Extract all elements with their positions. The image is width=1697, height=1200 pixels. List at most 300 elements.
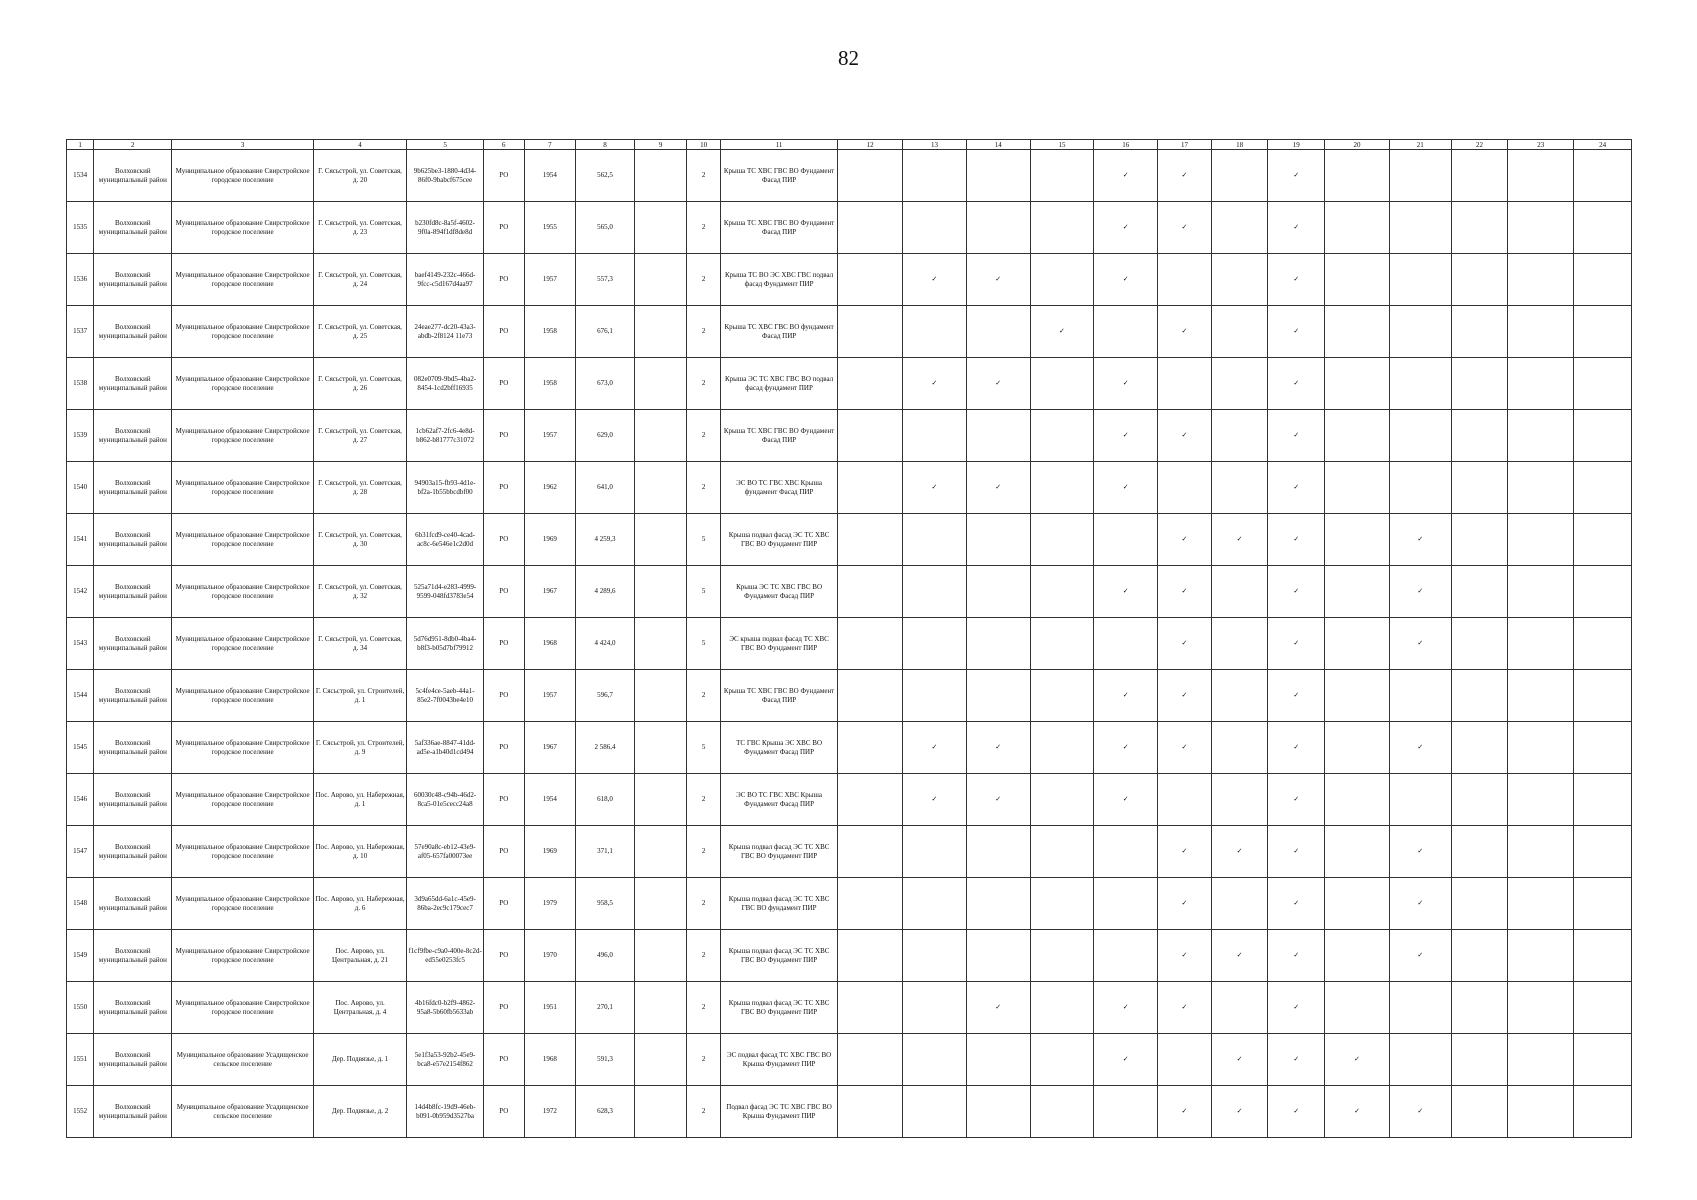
ownership-form-cell: РО (484, 982, 524, 1034)
address-cell: Пос. Аврово, ул. Набережная, д. 10 (313, 826, 406, 878)
address-cell: Г. Сясьстрой, ул. Советская, д. 26 (313, 358, 406, 410)
works-list-cell: ЭС подвал фасад ТС ХВС ГВС ВО Крыша Фундамент ПИР (720, 1034, 837, 1086)
check-mark-icon: ✓ (1158, 722, 1212, 774)
floors-cell: 2 (687, 878, 720, 930)
works-list-cell: Крыша ЭС ТС ХВС ГВС ВО Фундамент Фасад ПИР (720, 566, 837, 618)
empty-work-cell (1030, 982, 1094, 1034)
check-mark-icon: ✓ (1211, 1034, 1268, 1086)
table-row (67, 774, 1632, 826)
empty-work-cell (1574, 202, 1632, 254)
area-cell: 673,0 (576, 358, 635, 410)
area-cell: 591,3 (576, 1034, 635, 1086)
year-built-cell: 1955 (524, 202, 576, 254)
empty-work-cell (1211, 982, 1268, 1034)
column-number-cell: 14 (966, 140, 1030, 150)
floors-cell: 5 (687, 618, 720, 670)
area-cell: 270,1 (576, 982, 635, 1034)
column-9-cell (634, 1034, 687, 1086)
empty-work-cell (1030, 1086, 1094, 1138)
works-list-cell: ЭС крыша подвал фасад ТС ХВС ГВС ВО Фундамент ПИР (720, 618, 837, 670)
district-cell: Волховский муниципальный район (94, 1034, 172, 1086)
address-cell: Пос. Аврово, ул. Набережная, д. 1 (313, 774, 406, 826)
empty-work-cell (1574, 1086, 1632, 1138)
row-number-cell: 1552 (67, 1086, 94, 1138)
empty-work-cell (1451, 358, 1508, 410)
empty-work-cell (903, 1086, 967, 1138)
empty-work-cell (903, 618, 967, 670)
column-number-cell: 22 (1451, 140, 1508, 150)
address-cell: Г. Сясьстрой, ул. Советская, д. 30 (313, 514, 406, 566)
empty-work-cell (1030, 150, 1094, 202)
empty-work-cell (1325, 670, 1390, 722)
empty-work-cell (1508, 982, 1574, 1034)
check-mark-icon: ✓ (1094, 722, 1158, 774)
column-number-cell: 18 (1211, 140, 1268, 150)
floors-cell: 2 (687, 670, 720, 722)
empty-work-cell (1158, 358, 1212, 410)
district-cell: Волховский муниципальный район (94, 254, 172, 306)
column-number-cell: 21 (1389, 140, 1451, 150)
empty-work-cell (1211, 358, 1268, 410)
empty-work-cell (1508, 150, 1574, 202)
ownership-form-cell: РО (484, 670, 524, 722)
year-built-cell: 1957 (524, 254, 576, 306)
empty-work-cell (1030, 254, 1094, 306)
empty-work-cell (903, 878, 967, 930)
check-mark-icon: ✓ (903, 722, 967, 774)
column-9-cell (634, 826, 687, 878)
municipality-cell: Муниципальное образование Свирстройское городское поселение (172, 462, 314, 514)
empty-work-cell (1211, 774, 1268, 826)
guid-cell: 4b16fdc0-b2f9-4862-95a8-5b60fb5633ab (407, 982, 484, 1034)
district-cell: Волховский муниципальный район (94, 826, 172, 878)
check-mark-icon: ✓ (1268, 774, 1325, 826)
row-number-cell: 1550 (67, 982, 94, 1034)
empty-work-cell (838, 670, 903, 722)
empty-work-cell (838, 618, 903, 670)
municipality-cell: Муниципальное образование Свирстройское городское поселение (172, 358, 314, 410)
empty-work-cell (1508, 514, 1574, 566)
area-cell: 628,3 (576, 1086, 635, 1138)
check-mark-icon: ✓ (1094, 982, 1158, 1034)
row-number-cell: 1535 (67, 202, 94, 254)
empty-work-cell (1158, 774, 1212, 826)
empty-work-cell (966, 826, 1030, 878)
municipality-cell: Муниципальное образование Свирстройское городское поселение (172, 306, 314, 358)
empty-work-cell (1574, 254, 1632, 306)
check-mark-icon: ✓ (1268, 462, 1325, 514)
empty-work-cell (838, 462, 903, 514)
empty-work-cell (1451, 410, 1508, 462)
check-mark-icon: ✓ (1158, 1086, 1212, 1138)
ownership-form-cell: РО (484, 202, 524, 254)
empty-work-cell (1451, 982, 1508, 1034)
ownership-form-cell: РО (484, 514, 524, 566)
empty-work-cell (1451, 1034, 1508, 1086)
empty-work-cell (1325, 982, 1390, 1034)
empty-work-cell (1574, 878, 1632, 930)
district-cell: Волховский муниципальный район (94, 982, 172, 1034)
address-cell: Пос. Аврово, ул. Центральная, д. 21 (313, 930, 406, 982)
empty-work-cell (1030, 774, 1094, 826)
empty-work-cell (966, 410, 1030, 462)
empty-work-cell (1325, 566, 1390, 618)
municipality-cell: Муниципальное образование Свирстройское городское поселение (172, 774, 314, 826)
guid-cell: 5c4fe4ce-5aeb-44a1-85e2-7f0043be4e10 (407, 670, 484, 722)
empty-work-cell (1389, 774, 1451, 826)
ownership-form-cell: РО (484, 566, 524, 618)
column-9-cell (634, 878, 687, 930)
empty-work-cell (1030, 878, 1094, 930)
check-mark-icon: ✓ (1268, 826, 1325, 878)
empty-work-cell (838, 254, 903, 306)
check-mark-icon: ✓ (1389, 514, 1451, 566)
check-mark-icon: ✓ (1389, 1086, 1451, 1138)
district-cell: Волховский муниципальный район (94, 878, 172, 930)
check-mark-icon: ✓ (966, 462, 1030, 514)
year-built-cell: 1958 (524, 306, 576, 358)
area-cell: 2 586,4 (576, 722, 635, 774)
check-mark-icon: ✓ (1094, 670, 1158, 722)
empty-work-cell (1508, 410, 1574, 462)
area-cell: 4 424,0 (576, 618, 635, 670)
column-number-cell: 4 (313, 140, 406, 150)
guid-cell: 57e90a8c-eb12-43e9-af05-657fa00073ee (407, 826, 484, 878)
floors-cell: 2 (687, 254, 720, 306)
empty-work-cell (1030, 826, 1094, 878)
column-number-cell: 24 (1574, 140, 1632, 150)
works-list-cell: Крыша подвал фасад ЭС ТС ХВС ГВС ВО Фундамент ПИР (720, 982, 837, 1034)
check-mark-icon: ✓ (1158, 514, 1212, 566)
empty-work-cell (1451, 462, 1508, 514)
table-row (67, 410, 1632, 462)
empty-work-cell (838, 722, 903, 774)
year-built-cell: 1979 (524, 878, 576, 930)
year-built-cell: 1957 (524, 410, 576, 462)
empty-work-cell (966, 306, 1030, 358)
empty-work-cell (1030, 566, 1094, 618)
empty-work-cell (1325, 514, 1390, 566)
table-row (67, 462, 1632, 514)
empty-work-cell (1211, 150, 1268, 202)
empty-work-cell (1508, 878, 1574, 930)
works-list-cell: ТС ГВС Крыша ЭС ХВС ВО Фундамент Фасад ПИР (720, 722, 837, 774)
column-9-cell (634, 306, 687, 358)
empty-work-cell (1211, 410, 1268, 462)
empty-work-cell (1508, 1086, 1574, 1138)
row-number-cell: 1545 (67, 722, 94, 774)
empty-work-cell (838, 1086, 903, 1138)
ownership-form-cell: РО (484, 410, 524, 462)
area-cell: 958,5 (576, 878, 635, 930)
address-cell: Г. Сясьстрой, ул. Советская, д. 25 (313, 306, 406, 358)
column-9-cell (634, 774, 687, 826)
empty-work-cell (838, 1034, 903, 1086)
ownership-form-cell: РО (484, 254, 524, 306)
district-cell: Волховский муниципальный район (94, 150, 172, 202)
empty-work-cell (1030, 670, 1094, 722)
ownership-form-cell: РО (484, 878, 524, 930)
empty-work-cell (1508, 202, 1574, 254)
area-cell: 496,0 (576, 930, 635, 982)
page-number: 82 (838, 46, 859, 70)
empty-work-cell (1211, 566, 1268, 618)
works-list-cell: Подвал фасад ЭС ТС ХВС ГВС ВО Крыша Фундамент ПИР (720, 1086, 837, 1138)
check-mark-icon: ✓ (1268, 1086, 1325, 1138)
empty-work-cell (1574, 150, 1632, 202)
empty-work-cell (1451, 930, 1508, 982)
empty-work-cell (1574, 618, 1632, 670)
empty-work-cell (1451, 774, 1508, 826)
check-mark-icon: ✓ (1325, 1034, 1390, 1086)
municipality-cell: Муниципальное образование Свирстройское городское поселение (172, 722, 314, 774)
empty-work-cell (1389, 358, 1451, 410)
address-cell: Г. Сясьстрой, ул. Строителей, д. 9 (313, 722, 406, 774)
check-mark-icon: ✓ (1158, 566, 1212, 618)
empty-work-cell (1574, 930, 1632, 982)
ownership-form-cell: РО (484, 306, 524, 358)
check-mark-icon: ✓ (1094, 150, 1158, 202)
municipality-cell: Муниципальное образование Свирстройское городское поселение (172, 150, 314, 202)
empty-work-cell (838, 358, 903, 410)
check-mark-icon: ✓ (1158, 202, 1212, 254)
municipality-cell: Муниципальное образование Свирстройское городское поселение (172, 878, 314, 930)
address-cell: Г. Сясьстрой, ул. Советская, д. 27 (313, 410, 406, 462)
table-row (67, 722, 1632, 774)
works-list-cell: ЭС ВО ТС ГВС ХВС Крыша Фундамент Фасад ПИР (720, 774, 837, 826)
empty-work-cell (1325, 930, 1390, 982)
area-cell: 4 259,3 (576, 514, 635, 566)
empty-work-cell (1389, 410, 1451, 462)
table-row (67, 982, 1632, 1034)
floors-cell: 2 (687, 462, 720, 514)
district-cell: Волховский муниципальный район (94, 202, 172, 254)
column-9-cell (634, 254, 687, 306)
empty-work-cell (1325, 358, 1390, 410)
address-cell: Пос. Аврово, ул. Набережная, д. 6 (313, 878, 406, 930)
table-row (67, 1086, 1632, 1138)
ownership-form-cell: РО (484, 826, 524, 878)
municipality-cell: Муниципальное образование Свирстройское городское поселение (172, 566, 314, 618)
floors-cell: 2 (687, 150, 720, 202)
check-mark-icon: ✓ (966, 722, 1030, 774)
municipality-cell: Муниципальное образование Свирстройское городское поселение (172, 202, 314, 254)
empty-work-cell (838, 566, 903, 618)
column-9-cell (634, 982, 687, 1034)
area-cell: 641,0 (576, 462, 635, 514)
check-mark-icon: ✓ (966, 254, 1030, 306)
empty-work-cell (1508, 358, 1574, 410)
address-cell: Г. Сясьстрой, ул. Советская, д. 24 (313, 254, 406, 306)
floors-cell: 2 (687, 826, 720, 878)
row-number-cell: 1541 (67, 514, 94, 566)
guid-cell: 525a71d4-e283-4999-9599-048fd3783e54 (407, 566, 484, 618)
empty-work-cell (966, 670, 1030, 722)
area-cell: 618,0 (576, 774, 635, 826)
district-cell: Волховский муниципальный район (94, 306, 172, 358)
column-number-cell: 16 (1094, 140, 1158, 150)
check-mark-icon: ✓ (1094, 1034, 1158, 1086)
row-number-cell: 1543 (67, 618, 94, 670)
check-mark-icon: ✓ (1389, 618, 1451, 670)
empty-work-cell (966, 930, 1030, 982)
empty-work-cell (1325, 878, 1390, 930)
area-cell: 557,3 (576, 254, 635, 306)
check-mark-icon: ✓ (1211, 930, 1268, 982)
row-number-cell: 1546 (67, 774, 94, 826)
year-built-cell: 1972 (524, 1086, 576, 1138)
empty-work-cell (1574, 774, 1632, 826)
check-mark-icon: ✓ (1094, 566, 1158, 618)
empty-work-cell (1508, 462, 1574, 514)
empty-work-cell (1158, 254, 1212, 306)
check-mark-icon: ✓ (1268, 722, 1325, 774)
empty-work-cell (1508, 306, 1574, 358)
works-list-cell: Крыша подвал фасад ЭС ТС ХВС ГВС ВО Фундамент ПИР (720, 930, 837, 982)
municipality-cell: Муниципальное образование Свирстройское городское поселение (172, 982, 314, 1034)
area-cell: 371,1 (576, 826, 635, 878)
year-built-cell: 1969 (524, 826, 576, 878)
empty-work-cell (1508, 774, 1574, 826)
check-mark-icon: ✓ (1158, 670, 1212, 722)
guid-cell: f1cf9fbe-c9a0-400e-8c2d-ed55e0253fc5 (407, 930, 484, 982)
floors-cell: 2 (687, 774, 720, 826)
floors-cell: 5 (687, 514, 720, 566)
municipality-cell: Муниципальное образование Свирстройское городское поселение (172, 618, 314, 670)
row-number-cell: 1534 (67, 150, 94, 202)
guid-cell: 5af336ae-8847-41dd-ad5e-a1b40d1cd494 (407, 722, 484, 774)
housing-registry-table (66, 139, 1632, 1138)
works-list-cell: Крыша ТС ВО ЭС ХВС ГВС подвал фасад Фундамент ПИР (720, 254, 837, 306)
column-9-cell (634, 566, 687, 618)
empty-work-cell (1574, 722, 1632, 774)
column-number-cell: 7 (524, 140, 576, 150)
table-row (67, 566, 1632, 618)
empty-work-cell (1451, 722, 1508, 774)
district-cell: Волховский муниципальный район (94, 566, 172, 618)
empty-work-cell (1325, 774, 1390, 826)
column-number-cell: 9 (634, 140, 687, 150)
column-9-cell (634, 930, 687, 982)
check-mark-icon: ✓ (1268, 358, 1325, 410)
address-cell: Г. Сясьстрой, ул. Строителей, д. 1 (313, 670, 406, 722)
column-number-cell: 17 (1158, 140, 1212, 150)
works-list-cell: Крыша ТС ХВС ГВС ВО Фундамент Фасад ПИР (720, 202, 837, 254)
empty-work-cell (1325, 306, 1390, 358)
year-built-cell: 1970 (524, 930, 576, 982)
empty-work-cell (1211, 670, 1268, 722)
column-number-cell: 11 (720, 140, 837, 150)
year-built-cell: 1954 (524, 150, 576, 202)
column-9-cell (634, 410, 687, 462)
empty-work-cell (1325, 254, 1390, 306)
empty-work-cell (966, 514, 1030, 566)
check-mark-icon: ✓ (1325, 1086, 1390, 1138)
check-mark-icon: ✓ (1158, 618, 1212, 670)
floors-cell: 2 (687, 1034, 720, 1086)
check-mark-icon: ✓ (1158, 982, 1212, 1034)
empty-work-cell (1389, 202, 1451, 254)
empty-work-cell (1325, 410, 1390, 462)
column-9-cell (634, 462, 687, 514)
check-mark-icon: ✓ (1268, 202, 1325, 254)
area-cell: 676,1 (576, 306, 635, 358)
empty-work-cell (1389, 150, 1451, 202)
table-row (67, 254, 1632, 306)
district-cell: Волховский муниципальный район (94, 1086, 172, 1138)
district-cell: Волховский муниципальный район (94, 358, 172, 410)
guid-cell: 60030c48-c94b-46d2-8ca5-01e5cecc24a8 (407, 774, 484, 826)
empty-work-cell (1030, 722, 1094, 774)
guid-cell: baef4149-232c-466d-9fcc-c5d167d4aa97 (407, 254, 484, 306)
check-mark-icon: ✓ (1268, 1034, 1325, 1086)
year-built-cell: 1967 (524, 722, 576, 774)
guid-cell: 082e0709-9bd5-4ba2-8454-1cd2bff16935 (407, 358, 484, 410)
address-cell: Г. Сясьстрой, ул. Советская, д. 23 (313, 202, 406, 254)
empty-work-cell (838, 774, 903, 826)
empty-work-cell (1451, 1086, 1508, 1138)
empty-work-cell (1451, 826, 1508, 878)
guid-cell: 14d4b8fc-19d9-46eb-b091-0b959d3527ba (407, 1086, 484, 1138)
table-row (67, 150, 1632, 202)
address-cell: Г. Сясьстрой, ул. Советская, д. 20 (313, 150, 406, 202)
row-number-cell: 1549 (67, 930, 94, 982)
column-number-cell: 5 (407, 140, 484, 150)
district-cell: Волховский муниципальный район (94, 410, 172, 462)
ownership-form-cell: РО (484, 462, 524, 514)
empty-work-cell (1389, 670, 1451, 722)
address-cell: Г. Сясьстрой, ул. Советская, д. 34 (313, 618, 406, 670)
empty-work-cell (1389, 306, 1451, 358)
table-row (67, 878, 1632, 930)
ownership-form-cell: РО (484, 1034, 524, 1086)
empty-work-cell (1325, 722, 1390, 774)
works-list-cell: Крыша подвал фасад ЭС ТС ХВС ГВС ВО Фундамент ПИР (720, 826, 837, 878)
column-9-cell (634, 1086, 687, 1138)
works-list-cell: ЭС ВО ТС ГВС ХВС Крыша фундамент Фасад ПИР (720, 462, 837, 514)
row-number-cell: 1536 (67, 254, 94, 306)
column-number-cell: 3 (172, 140, 314, 150)
column-number-header-row (67, 140, 1632, 150)
district-cell: Волховский муниципальный район (94, 930, 172, 982)
empty-work-cell (838, 878, 903, 930)
empty-work-cell (1451, 306, 1508, 358)
empty-work-cell (966, 566, 1030, 618)
works-list-cell: Крыша ТС ХВС ГВС ВО Фундамент Фасад ПИР (720, 410, 837, 462)
column-9-cell (634, 618, 687, 670)
empty-work-cell (838, 826, 903, 878)
empty-work-cell (1211, 618, 1268, 670)
column-number-cell: 13 (903, 140, 967, 150)
ownership-form-cell: РО (484, 358, 524, 410)
column-number-cell: 2 (94, 140, 172, 150)
floors-cell: 2 (687, 930, 720, 982)
check-mark-icon: ✓ (1094, 462, 1158, 514)
check-mark-icon: ✓ (1094, 254, 1158, 306)
empty-work-cell (966, 150, 1030, 202)
empty-work-cell (903, 930, 967, 982)
guid-cell: 3d9a65dd-6a1c-45e9-86ba-2ec9c179cec7 (407, 878, 484, 930)
empty-work-cell (1574, 670, 1632, 722)
works-list-cell: Крыша подвал фасад ЭС ТС ХВС ГВС ВО Фундамент ПИР (720, 514, 837, 566)
empty-work-cell (1030, 1034, 1094, 1086)
row-number-cell: 1547 (67, 826, 94, 878)
empty-work-cell (1325, 462, 1390, 514)
municipality-cell: Муниципальное образование Свирстройское городское поселение (172, 514, 314, 566)
check-mark-icon: ✓ (1094, 410, 1158, 462)
check-mark-icon: ✓ (1268, 566, 1325, 618)
check-mark-icon: ✓ (966, 982, 1030, 1034)
